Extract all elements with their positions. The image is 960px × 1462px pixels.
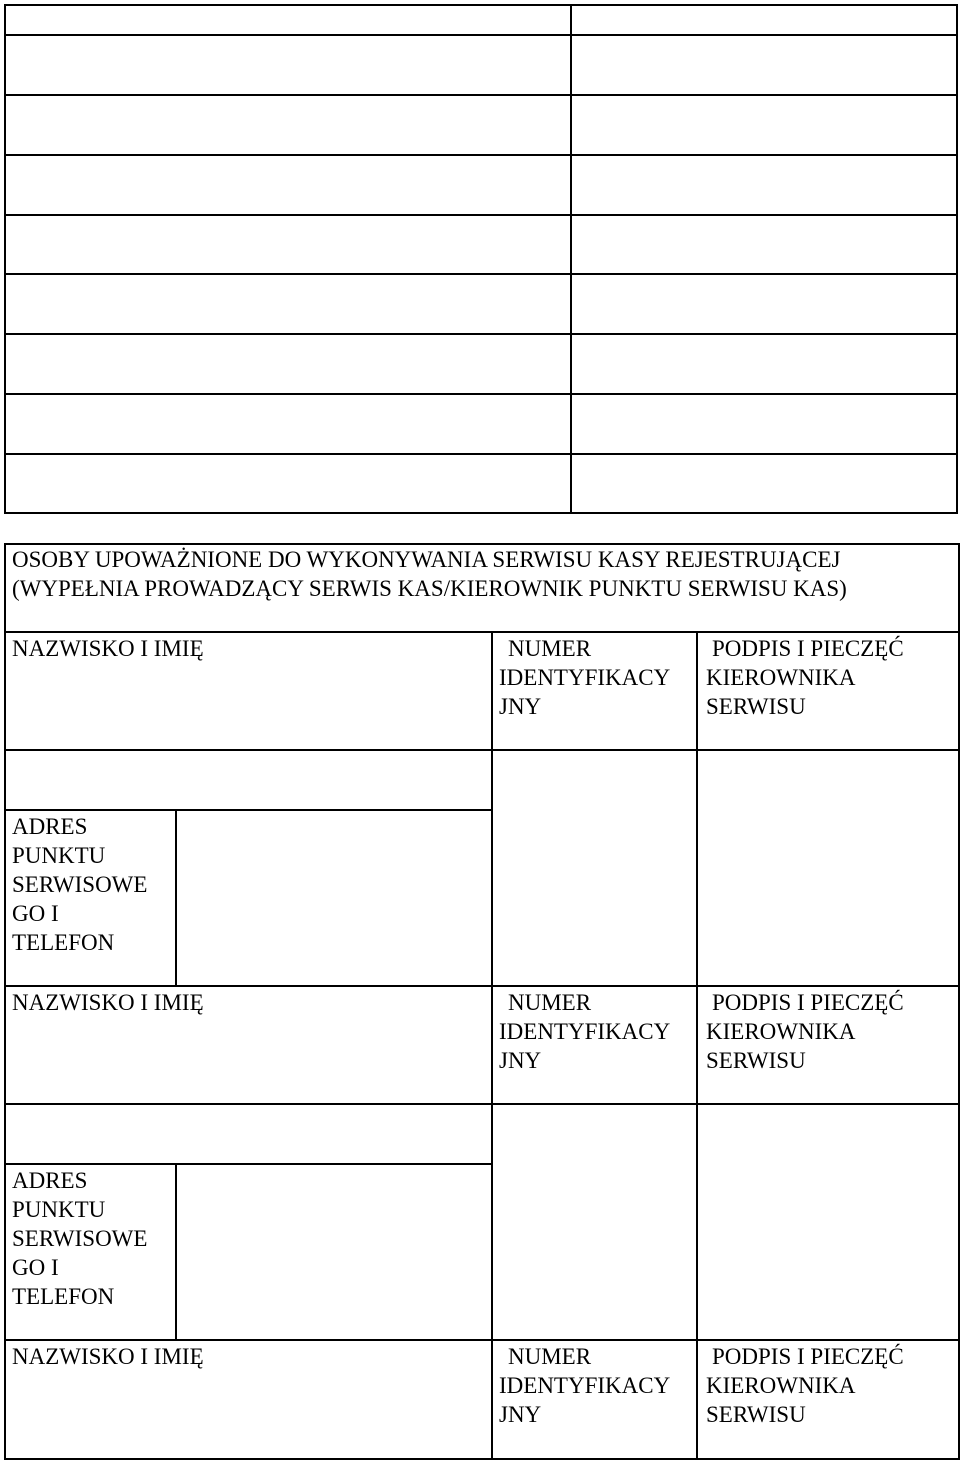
address-label-line: SERWISOWE — [12, 872, 148, 897]
address-label-line: SERWISOWE — [12, 1226, 148, 1251]
signature-label-line: SERWISU — [706, 1402, 806, 1427]
top-table-rule — [4, 453, 958, 455]
top-table-divider — [570, 4, 572, 514]
column-divider-signature — [696, 1103, 698, 1460]
id-number-label — [499, 1342, 670, 1429]
signature-label-line: PODPIS I PIECZĘĆ — [712, 1344, 904, 1369]
form-border-bottom — [4, 1458, 960, 1460]
address-label — [12, 1166, 147, 1311]
top-table-rule — [4, 214, 958, 216]
form-subtitle: (WYPEŁNIA PROWADZĄCY SERWIS KAS/KIEROWNIK PUNKTU SERWISU KAS) — [12, 576, 847, 601]
name-label: NAZWISKO I IMIĘ — [12, 636, 204, 661]
name-label: NAZWISKO I IMIĘ — [12, 990, 204, 1015]
top-table-border-right — [956, 4, 958, 514]
section-rule — [4, 1339, 960, 1341]
id-number-label-line: NUMER — [508, 990, 592, 1015]
form-header-rule — [4, 631, 960, 633]
address-label — [12, 812, 147, 957]
top-table-rule — [4, 94, 958, 96]
section-rule — [4, 1103, 960, 1105]
id-number-label-line: IDENTYFIKACY — [499, 1019, 671, 1044]
address-label-line: PUNKTU — [12, 1197, 106, 1222]
top-table-border-top — [4, 4, 958, 6]
id-number-label-line: NUMER — [508, 636, 592, 661]
name-label: NAZWISKO I IMIĘ — [12, 1344, 204, 1369]
address-cell-top — [4, 809, 492, 811]
id-number-label-line: NUMER — [508, 1344, 592, 1369]
address-label-line: GO I — [12, 901, 59, 926]
signature-label-line: SERWISU — [706, 1048, 806, 1073]
section-rule — [4, 985, 960, 987]
section-rule — [4, 749, 960, 751]
top-table-rule — [4, 154, 958, 156]
signature-label — [706, 1342, 904, 1429]
form-title: OSOBY UPOWAŻNIONE DO WYKONYWANIA SERWISU KASY REJESTRUJĄCEJ — [12, 547, 841, 572]
address-cell-top — [4, 1163, 492, 1165]
address-label-line: TELEFON — [12, 930, 115, 955]
signature-label-line: KIEROWNIKA — [706, 1373, 856, 1398]
top-table-border-left — [4, 4, 6, 514]
address-label-line: TELEFON — [12, 1284, 115, 1309]
id-number-label-line: JNY — [499, 1402, 542, 1427]
signature-label — [706, 634, 904, 721]
address-label-line: PUNKTU — [12, 843, 106, 868]
top-table-border-bottom — [4, 512, 958, 514]
address-cell-divider — [175, 1163, 177, 1341]
id-number-label-line: JNY — [499, 694, 542, 719]
signature-label-line: SERWISU — [706, 694, 806, 719]
id-number-label-line: IDENTYFIKACY — [499, 665, 671, 690]
top-table-rule — [4, 393, 958, 395]
top-table-rule — [4, 273, 958, 275]
top-table-rule — [4, 34, 958, 36]
address-cell-divider — [175, 809, 177, 987]
top-table-rule — [4, 333, 958, 335]
address-label-line: ADRES — [12, 1168, 88, 1193]
column-divider-id — [491, 749, 493, 1105]
signature-label — [706, 988, 904, 1075]
signature-label-line: KIEROWNIKA — [706, 1019, 856, 1044]
signature-label-line: PODPIS I PIECZĘĆ — [712, 636, 904, 661]
column-divider-signature — [696, 631, 698, 751]
column-divider-id — [491, 1103, 493, 1460]
id-number-label — [499, 988, 670, 1075]
id-number-label-line: JNY — [499, 1048, 542, 1073]
column-divider-id — [491, 631, 493, 751]
column-divider-signature — [696, 749, 698, 1105]
signature-label-line: KIEROWNIKA — [706, 665, 856, 690]
signature-label-line: PODPIS I PIECZĘĆ — [712, 990, 904, 1015]
address-label-line: GO I — [12, 1255, 59, 1280]
address-label-line: ADRES — [12, 814, 88, 839]
id-number-label-line: IDENTYFIKACY — [499, 1373, 671, 1398]
id-number-label — [499, 634, 670, 721]
form-border-left — [4, 543, 6, 1460]
